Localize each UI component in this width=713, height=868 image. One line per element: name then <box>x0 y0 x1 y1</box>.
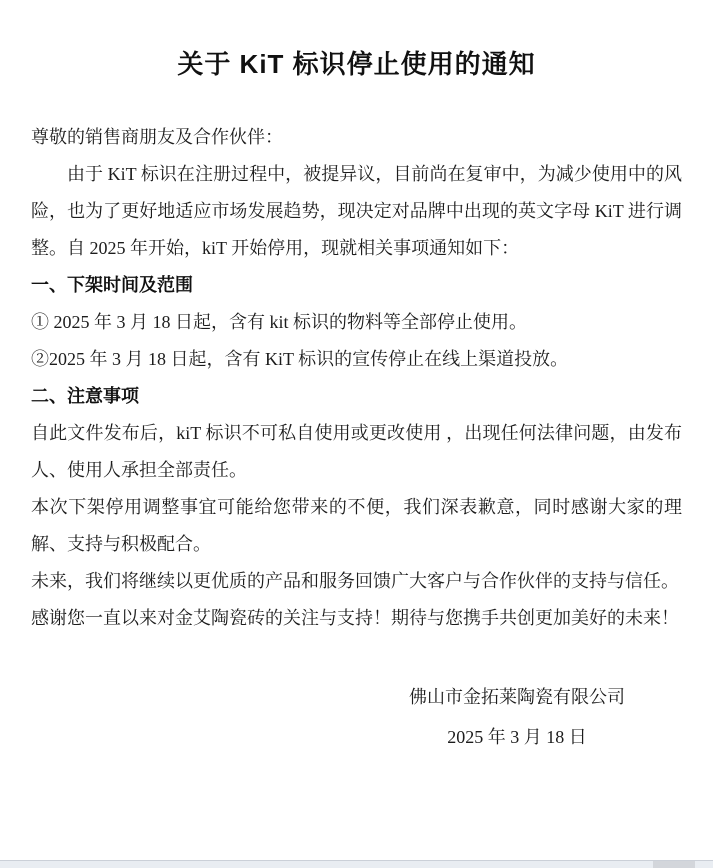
document-body <box>31 119 682 757</box>
section2-paragraph-4: 感谢您一直以来对金艾陶瓷砖的关注与支持！期待与您携手共创更加美好的未来！ <box>31 608 679 628</box>
section1-item-1: ① 2025 年 3 月 18 日起，含有 kit 标识的物料等全部停止使用。 <box>31 312 527 332</box>
signature-company: 佛山市金拓莱陶瓷有限公司 <box>409 687 625 707</box>
intro-paragraph: 由于 KiT 标识在注册过程中，被提异议，目前尚在复审中，为减少使用中的风险，也为了更好地适应市场发展趋势，现决定对品牌中出现的英文字母 KiT 进行调整。自 2025 年开始，kiT 开始停用，现就相关事项通知如下： <box>31 164 682 258</box>
section2-paragraph-2: 本次下架停用调整事宜可能给您带来的不便，我们深表歉意，同时感谢大家的理解、支持与积极配合。 <box>31 497 682 554</box>
document-title: 关于 KiT 标识停止使用的通知 <box>177 49 536 79</box>
section2-heading: 二、注意事项 <box>31 386 139 406</box>
section2-paragraph-1: 自此文件发布后，kiT 标识不可私自使用或更改使用 ，出现任何法律问题，由发布人、使用人承担全部责任。 <box>31 423 682 480</box>
salutation-line: 尊敬的销售商朋友及合作伙伴： <box>31 127 283 147</box>
signature-inner <box>409 677 625 757</box>
signature-block <box>31 677 682 757</box>
section1-item-2: ②2025 年 3 月 18 日起，含有 KiT 标识的宣传停止在线上渠道投放。 <box>31 349 569 369</box>
section2-paragraph-3: 未来，我们将继续以更优质的产品和服务回馈广大客户与合作伙伴的支持与信任。 <box>31 571 679 591</box>
section1-heading: 一、下架时间及范围 <box>31 275 193 295</box>
signature-date: 2025 年 3 月 18 日 <box>447 727 587 747</box>
taskbar-top-edge <box>0 860 713 868</box>
taskbar-app-indicator[interactable] <box>653 861 695 868</box>
